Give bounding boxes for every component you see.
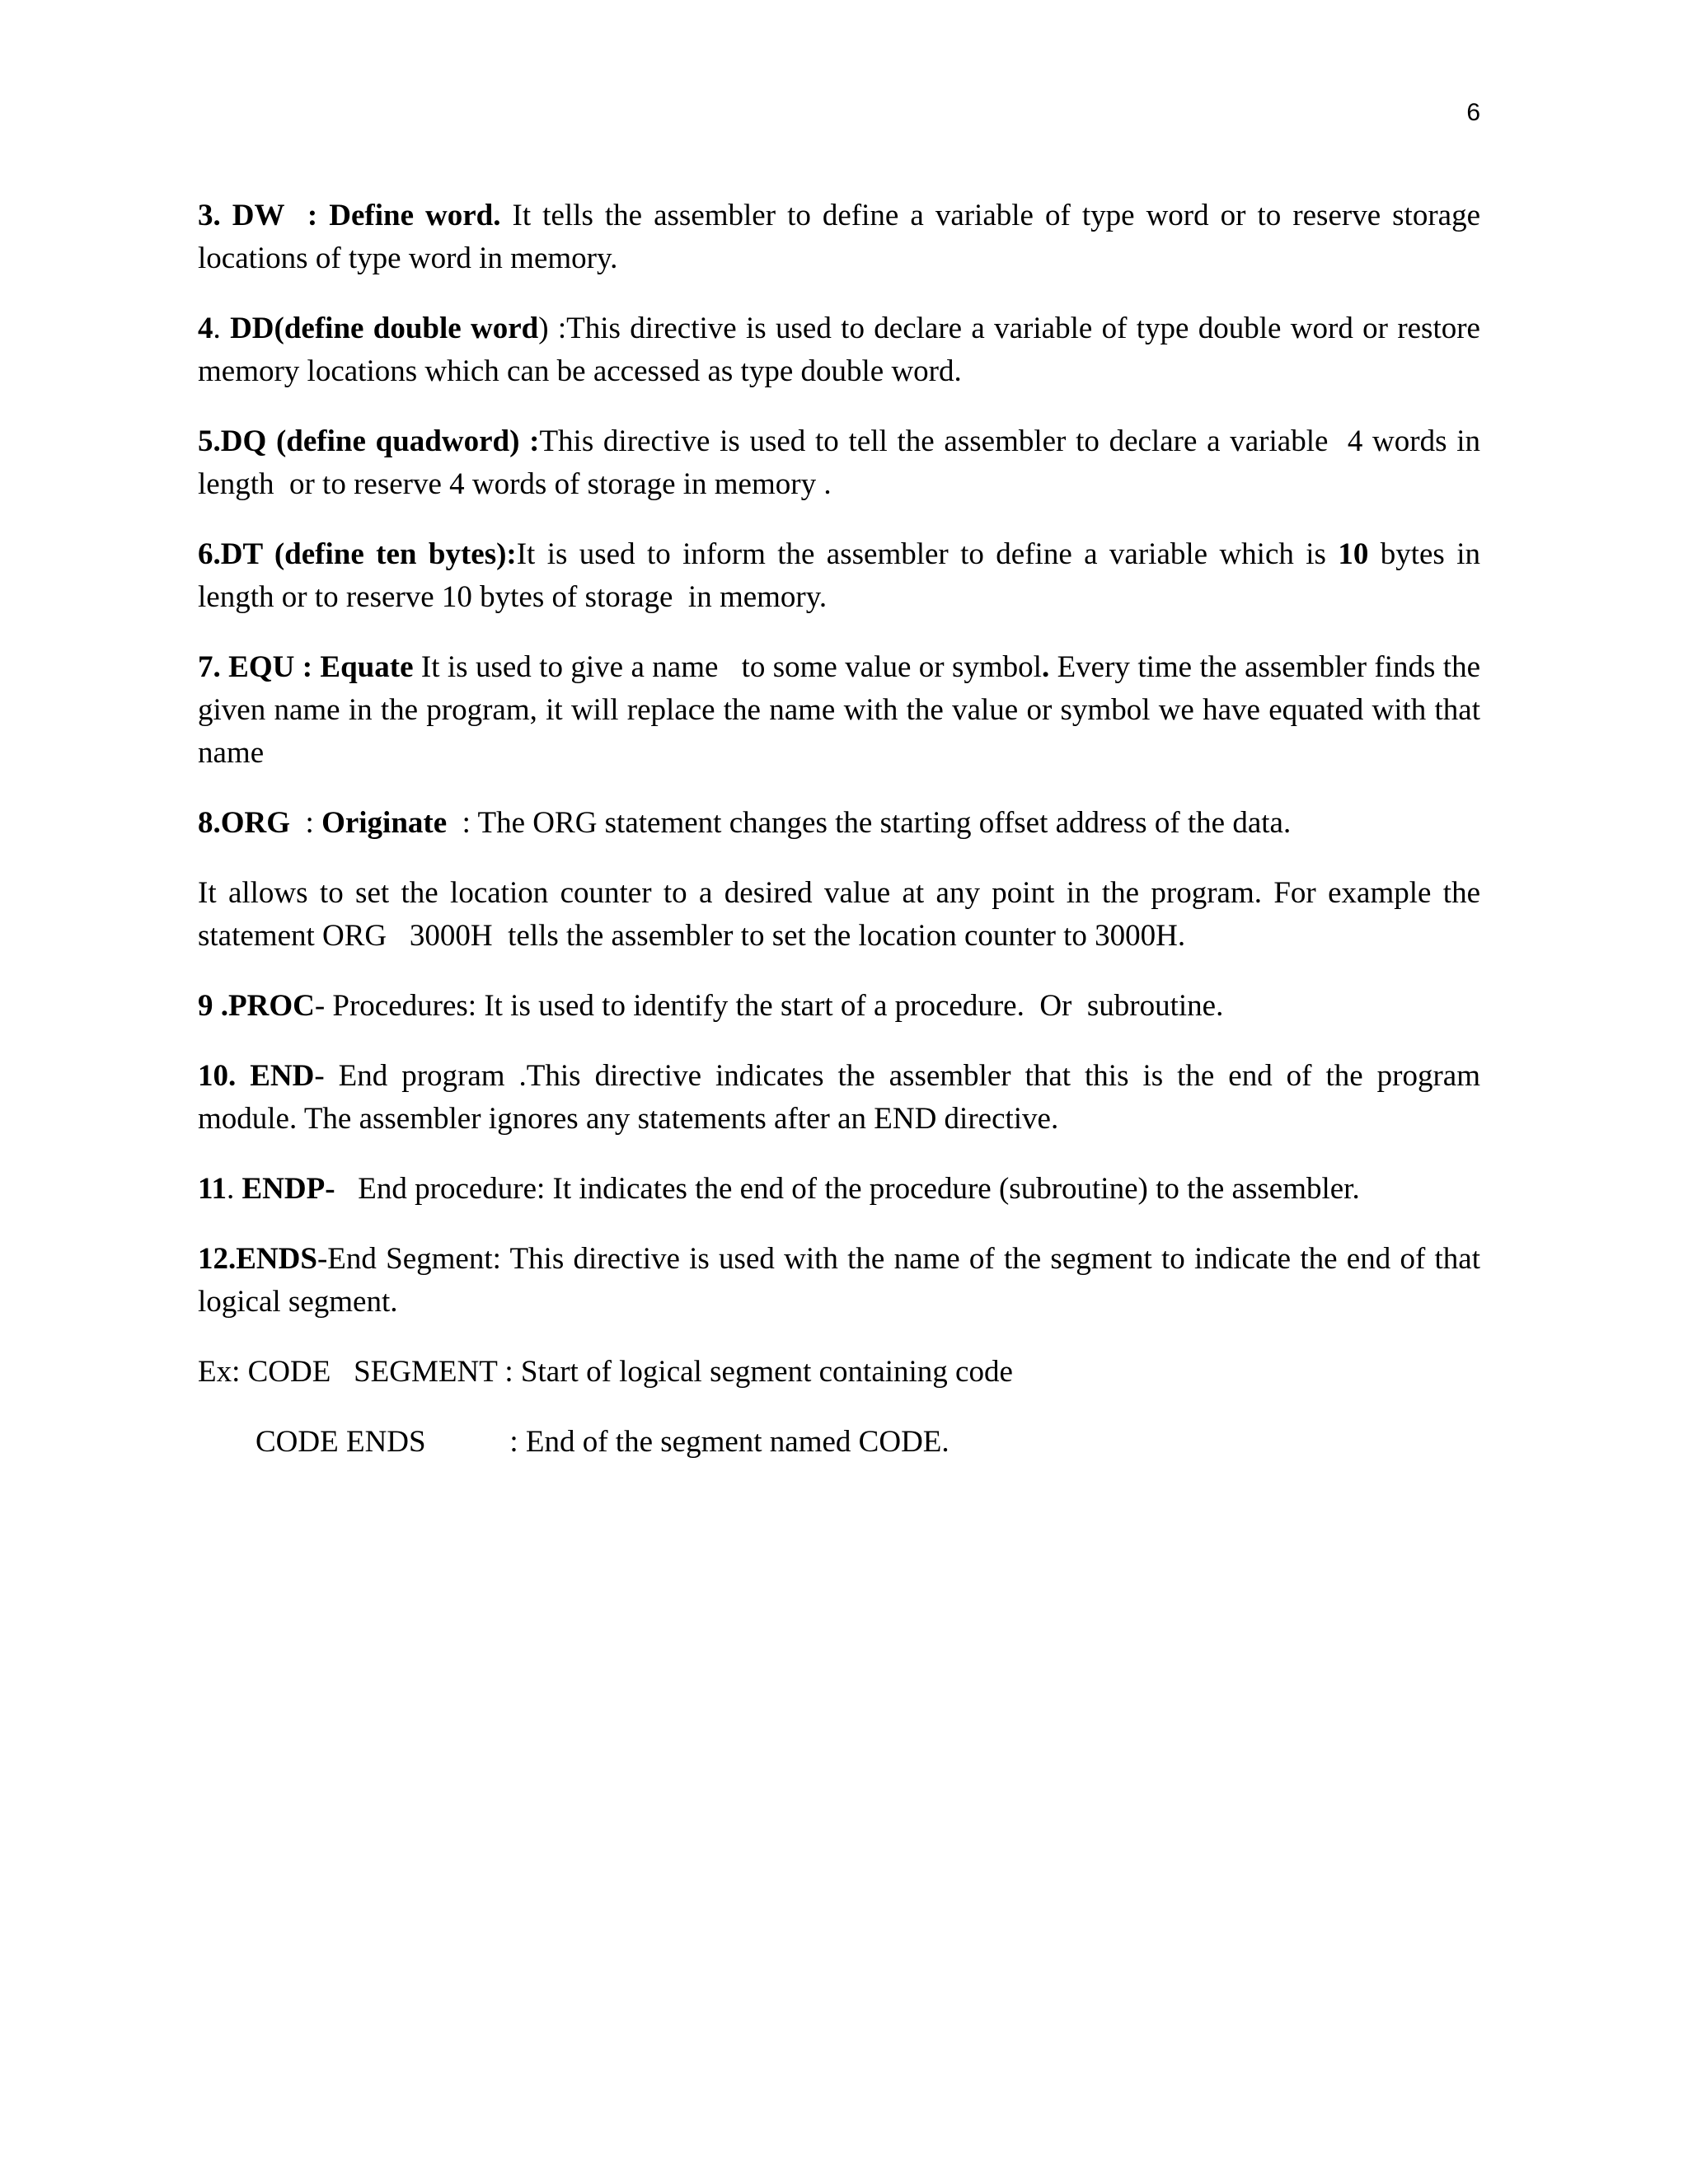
paragraph-proc — [198, 985, 1480, 1028]
term-equ-title: 7. EQU : Equate — [198, 650, 414, 684]
paragraph-dt-emphasis: 10 — [1338, 537, 1369, 571]
paragraph-ends — [198, 1238, 1489, 1324]
paragraph-dt-text-end: bytes in length or to reserve 10 bytes of storage in memory. — [198, 537, 1489, 614]
paragraph-dq — [198, 420, 1489, 506]
term-ends-title: 12.ENDS — [198, 1242, 317, 1276]
term-dd-title: DD(define double word — [230, 312, 539, 345]
term-org-title: 8.ORG — [198, 806, 291, 840]
paragraph-proc-text: - Procedures: It is used to identify the start of a procedure. Or subroutine. — [314, 989, 1224, 1023]
paragraph-dw-text: It tells the assembler to define a variable of type word or to reserve storage locations of type word in memory. — [198, 199, 1489, 275]
paragraph-equ-text: It is used to give a name to some value or symbol — [413, 650, 1042, 684]
paragraph-equ — [198, 646, 1489, 775]
term-dd-number: 4 — [198, 312, 213, 345]
paragraph-equ-text-end: Every time the assembler finds the given name in the program, it will replace the name with the value or symbol we have equated with that name — [198, 650, 1489, 770]
term-org-subtitle: Originate — [321, 806, 448, 840]
paragraph-dd — [198, 307, 1489, 393]
paragraph-dt — [198, 533, 1489, 619]
paragraph-dt-text: It is used to inform the assembler to define a variable which is — [516, 537, 1339, 571]
paragraph-dq-text: This directive is used to tell the assembler to declare a variable 4 words in length or to reserve 4 words of storage in memory . — [198, 424, 1489, 501]
term-endp-title: ENDP- — [241, 1172, 335, 1206]
paragraph-org-detail — [198, 872, 1489, 958]
document-body — [198, 194, 1489, 1491]
term-dq-title: 5.DQ (define quadword) : — [198, 424, 540, 458]
term-dd-separator: . — [213, 312, 231, 345]
term-endp-number: 11 — [198, 1172, 227, 1206]
paragraph-equ-period: . — [1041, 650, 1050, 684]
term-dw-number: 3. DW — [198, 199, 284, 232]
example-line-segment: Ex: CODE SEGMENT : Start of logical segment containing code — [198, 1355, 1013, 1389]
paragraph-endp-text: End procedure: It indicates the end of the procedure (subroutine) to the assembler. — [335, 1172, 1360, 1206]
paragraph-org-detail-text: It allows to set the location counter to a desired value at any point in the program. For example the statement ORG 3000H tells the assembler to set the location counter to 3000H. — [198, 876, 1489, 953]
paragraph-end — [198, 1055, 1489, 1141]
paragraph-dd-text: ) :This directive is used to declare a variable of type double word or restore memory locations which can be accessed as type double word. — [198, 312, 1489, 388]
page-number: 6 — [1466, 99, 1480, 126]
paragraph-endp — [198, 1168, 1480, 1211]
term-endp-separator: . — [226, 1172, 242, 1206]
example-line-ends: CODE ENDS : End of the segment named CODE. — [256, 1425, 950, 1459]
term-proc-title: 9 .PROC — [198, 989, 315, 1023]
paragraph-end-text: - End program .This directive indicates the assembler that this is the end of the program module. The assembler ignores any statements after an END directive. — [198, 1059, 1489, 1136]
term-dw-title: : Define word. — [284, 199, 501, 232]
paragraph-ends-text: -End Segment: This directive is used with the name of the segment to indicate the end of that logical segment. — [198, 1242, 1489, 1319]
paragraph-org-separator: : — [290, 806, 322, 840]
term-dt-title: 6.DT (define ten bytes): — [198, 537, 517, 571]
term-end-title: 10. END — [198, 1059, 315, 1093]
paragraph-dw — [198, 194, 1489, 280]
paragraph-org-text: : The ORG statement changes the starting offset address of the data. — [447, 806, 1292, 840]
paragraph-org — [198, 802, 1480, 845]
